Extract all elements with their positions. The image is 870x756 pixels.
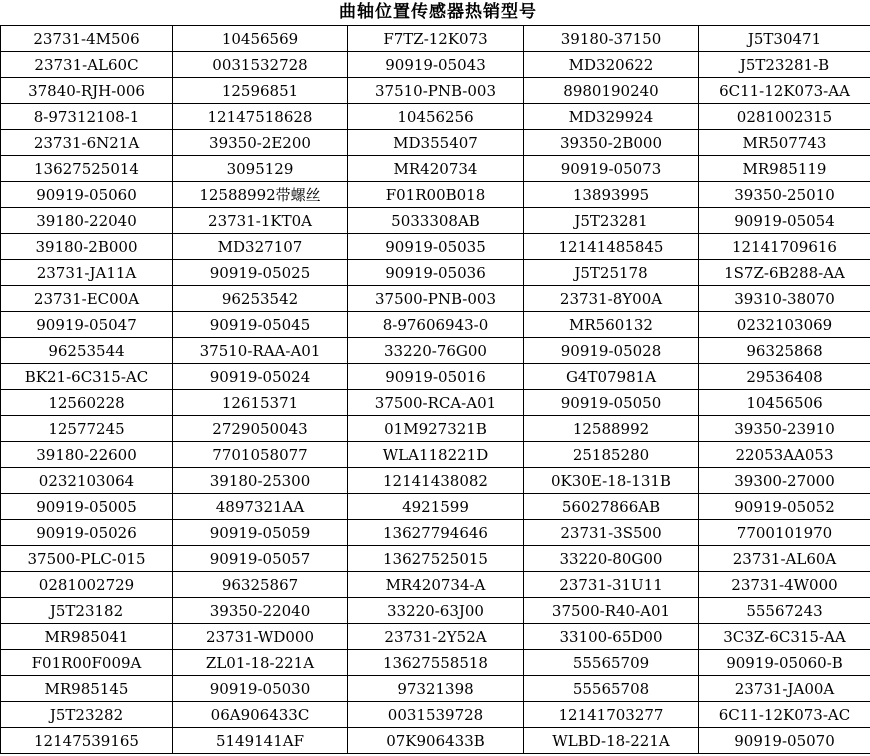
table-cell[interactable]: J5T23281-B (699, 52, 870, 78)
table-cell[interactable]: 90919-05005 (1, 494, 173, 520)
table-cell[interactable]: 12577245 (1, 416, 173, 442)
table-cell[interactable]: 90919-05059 (173, 520, 348, 546)
table-cell[interactable]: J5T23182 (1, 598, 173, 624)
table-cell[interactable]: 37500-RCA-A01 (348, 390, 524, 416)
table-cell[interactable]: 37510-PNB-003 (348, 78, 524, 104)
table-cell[interactable]: 90919-05060-B (699, 650, 870, 676)
table-cell[interactable]: 5033308AB (348, 208, 524, 234)
table-row (1, 728, 870, 754)
table-cell[interactable]: J5T30471 (699, 26, 870, 52)
table-cell[interactable]: 56027866AB (524, 494, 699, 520)
table-cell[interactable]: F01R00B018 (348, 182, 524, 208)
table-row (1, 520, 870, 546)
table-cell[interactable]: 55565708 (524, 676, 699, 702)
table-cell[interactable]: 39180-22040 (1, 208, 173, 234)
table-cell[interactable]: 23731-JA11A (1, 260, 173, 286)
table-row (1, 130, 870, 156)
table-cell[interactable]: 23731-8Y00A (524, 286, 699, 312)
table-cell[interactable]: 37500-PLC-015 (1, 546, 173, 572)
table-cell[interactable]: MR985145 (1, 676, 173, 702)
table-cell[interactable]: 06A906433C (173, 702, 348, 728)
table-cell[interactable]: 2729050043 (173, 416, 348, 442)
table-cell[interactable]: MR560132 (524, 312, 699, 338)
table-cell[interactable]: 7700101970 (699, 520, 870, 546)
table-cell[interactable]: 13627794646 (348, 520, 524, 546)
table-cell[interactable]: MD320622 (524, 52, 699, 78)
table-cell[interactable]: MD355407 (348, 130, 524, 156)
table-cell[interactable]: 0232103069 (699, 312, 870, 338)
table-cell[interactable]: 39180-25300 (173, 468, 348, 494)
table-cell[interactable]: 96253544 (1, 338, 173, 364)
table-cell[interactable]: 37840-RJH-006 (1, 78, 173, 104)
table-cell[interactable]: 23731-4M506 (1, 26, 173, 52)
table-cell[interactable]: 90919-05028 (524, 338, 699, 364)
table-cell[interactable]: 0281002315 (699, 104, 870, 130)
table-cell[interactable]: 0281002729 (1, 572, 173, 598)
table-cell[interactable]: 90919-05050 (524, 390, 699, 416)
table-cell[interactable]: MR985041 (1, 624, 173, 650)
table-cell[interactable]: 6C11-12K073-AA (699, 78, 870, 104)
table-cell[interactable]: 90919-05026 (1, 520, 173, 546)
table-cell[interactable]: 4921599 (348, 494, 524, 520)
table-cell[interactable]: 23731-WD000 (173, 624, 348, 650)
table-row (1, 182, 870, 208)
table-cell[interactable]: 39310-38070 (699, 286, 870, 312)
table-cell[interactable]: 12141438082 (348, 468, 524, 494)
table-cell[interactable]: 33100-65D00 (524, 624, 699, 650)
table-cell[interactable]: 3C3Z-6C315-AA (699, 624, 870, 650)
table-cell[interactable]: 22053AA053 (699, 442, 870, 468)
table-cell[interactable]: F01R00F009A (1, 650, 173, 676)
table-cell[interactable]: 7701058077 (173, 442, 348, 468)
table-cell[interactable]: 90919-05060 (1, 182, 173, 208)
table-cell[interactable]: 0031539728 (348, 702, 524, 728)
table-row (1, 598, 870, 624)
table-cell[interactable]: 23731-AL60C (1, 52, 173, 78)
table-cell[interactable]: 4897321AA (173, 494, 348, 520)
table-cell[interactable]: 39350-22040 (173, 598, 348, 624)
table-cell[interactable]: 12147518628 (173, 104, 348, 130)
table-row (1, 364, 870, 390)
table-row (1, 52, 870, 78)
table-cell[interactable]: 23731-31U11 (524, 572, 699, 598)
table-cell[interactable]: ZL01-18-221A (173, 650, 348, 676)
table-cell[interactable]: BK21-6C315-AC (1, 364, 173, 390)
table-cell[interactable]: 1S7Z-6B288-AA (699, 260, 870, 286)
table-cell[interactable]: 55565709 (524, 650, 699, 676)
table-cell[interactable]: G4T07981A (524, 364, 699, 390)
table-cell[interactable]: 23731-6N21A (1, 130, 173, 156)
table-cell[interactable]: 23731-JA00A (699, 676, 870, 702)
table-cell[interactable]: WLA118221D (348, 442, 524, 468)
table-cell[interactable]: 12588992带螺丝 (173, 182, 348, 208)
table-cell[interactable]: 07K906433B (348, 728, 524, 754)
table-row (1, 546, 870, 572)
table-cell[interactable]: 90919-05036 (348, 260, 524, 286)
table-cell[interactable]: 90919-05025 (173, 260, 348, 286)
table-row (1, 390, 870, 416)
table-cell[interactable]: 12141709616 (699, 234, 870, 260)
table-cell[interactable]: 12615371 (173, 390, 348, 416)
table-cell[interactable]: J5T25178 (524, 260, 699, 286)
table-cell[interactable]: 33220-63J00 (348, 598, 524, 624)
table-cell[interactable]: 3095129 (173, 156, 348, 182)
table-cell[interactable]: 8980190240 (524, 78, 699, 104)
table-row (1, 650, 870, 676)
table-cell[interactable]: WLBD-18-221A (524, 728, 699, 754)
table-row (1, 26, 870, 52)
table-cell[interactable]: 12147539165 (1, 728, 173, 754)
table-cell[interactable]: 39350-2E200 (173, 130, 348, 156)
table-cell[interactable]: 12141485845 (524, 234, 699, 260)
table-cell[interactable]: 25185280 (524, 442, 699, 468)
table-row (1, 416, 870, 442)
table-row (1, 494, 870, 520)
table-cell[interactable]: 13893995 (524, 182, 699, 208)
table-cell[interactable]: 90919-05030 (173, 676, 348, 702)
table-cell[interactable]: 96325867 (173, 572, 348, 598)
table-cell[interactable]: 90919-05016 (348, 364, 524, 390)
table-cell[interactable]: 90919-05047 (1, 312, 173, 338)
table-row (1, 572, 870, 598)
table-cell[interactable]: 90919-05024 (173, 364, 348, 390)
table-row (1, 468, 870, 494)
sheet-title: 曲轴位置传感器热销型号 (339, 2, 537, 22)
table-cell[interactable]: 39350-23910 (699, 416, 870, 442)
table-cell[interactable]: 90919-05052 (699, 494, 870, 520)
table-cell[interactable]: 23731-2Y52A (348, 624, 524, 650)
table-cell[interactable]: 12141703277 (524, 702, 699, 728)
table-row (1, 312, 870, 338)
table-cell[interactable]: 37510-RAA-A01 (173, 338, 348, 364)
table-cell[interactable]: 37500-R40-A01 (524, 598, 699, 624)
table-cell[interactable]: MR507743 (699, 130, 870, 156)
table-row (1, 676, 870, 702)
table-cell[interactable]: 6C11-12K073-AC (699, 702, 870, 728)
table-cell[interactable]: 13627525014 (1, 156, 173, 182)
table-body (1, 26, 870, 754)
table-row (1, 104, 870, 130)
table-row (1, 156, 870, 182)
table-cell[interactable]: 10456256 (348, 104, 524, 130)
table-cell[interactable]: 29536408 (699, 364, 870, 390)
table-cell[interactable]: 39180-2B000 (1, 234, 173, 260)
table-cell[interactable]: J5T23282 (1, 702, 173, 728)
table-cell[interactable]: J5T23281 (524, 208, 699, 234)
table-cell[interactable]: 96325868 (699, 338, 870, 364)
table-row (1, 78, 870, 104)
table-cell[interactable]: 01M927321B (348, 416, 524, 442)
table-cell[interactable]: 90919-05035 (348, 234, 524, 260)
table-row (1, 260, 870, 286)
table-cell[interactable]: 0031532728 (173, 52, 348, 78)
table-cell[interactable]: 0K30E-18-131B (524, 468, 699, 494)
table-cell[interactable]: 23731-EC00A (1, 286, 173, 312)
table-cell[interactable]: 39180-22600 (1, 442, 173, 468)
table-cell[interactable]: MD329924 (524, 104, 699, 130)
table-cell[interactable]: 13627558518 (348, 650, 524, 676)
table-cell[interactable]: 8-97606943-0 (348, 312, 524, 338)
table-cell[interactable]: 96253542 (173, 286, 348, 312)
table-row (1, 338, 870, 364)
table-cell[interactable]: 39350-2B000 (524, 130, 699, 156)
table-cell[interactable]: MR985119 (699, 156, 870, 182)
table-cell[interactable]: 37500-PNB-003 (348, 286, 524, 312)
table-cell[interactable]: 39300-27000 (699, 468, 870, 494)
table-cell[interactable]: MR420734-A (348, 572, 524, 598)
table-cell[interactable]: 39350-25010 (699, 182, 870, 208)
table-row (1, 442, 870, 468)
table-cell[interactable]: 5149141AF (173, 728, 348, 754)
table-cell[interactable]: 90919-05070 (699, 728, 870, 754)
table-cell[interactable]: 8-97312108-1 (1, 104, 173, 130)
table-cell[interactable]: 0232103064 (1, 468, 173, 494)
table-cell[interactable]: 90919-05073 (524, 156, 699, 182)
part-number-table (0, 25, 870, 754)
table-row (1, 234, 870, 260)
table-cell[interactable]: 90919-05054 (699, 208, 870, 234)
table-cell[interactable]: 23731-4W000 (699, 572, 870, 598)
table-cell[interactable]: 33220-76G00 (348, 338, 524, 364)
table-cell[interactable]: F7TZ-12K073 (348, 26, 524, 52)
table-cell[interactable]: 90919-05045 (173, 312, 348, 338)
table-cell[interactable]: 12588992 (524, 416, 699, 442)
table-row (1, 208, 870, 234)
table-cell[interactable]: 55567243 (699, 598, 870, 624)
table-cell[interactable]: 12560228 (1, 390, 173, 416)
table-cell[interactable]: 90919-05057 (173, 546, 348, 572)
table-row (1, 286, 870, 312)
table-cell[interactable]: 39180-37150 (524, 26, 699, 52)
table-cell[interactable]: MD327107 (173, 234, 348, 260)
table-cell[interactable]: 23731-3S500 (524, 520, 699, 546)
table-cell[interactable]: 23731-AL60A (699, 546, 870, 572)
table-cell[interactable]: 10456569 (173, 26, 348, 52)
table-cell[interactable]: 90919-05043 (348, 52, 524, 78)
table-cell[interactable]: MR420734 (348, 156, 524, 182)
table-cell[interactable]: 97321398 (348, 676, 524, 702)
table-cell[interactable]: 23731-1KT0A (173, 208, 348, 234)
table-cell[interactable]: 10456506 (699, 390, 870, 416)
table-row (1, 702, 870, 728)
table-cell[interactable]: 33220-80G00 (524, 546, 699, 572)
table-row (1, 624, 870, 650)
table-cell[interactable]: 13627525015 (348, 546, 524, 572)
table-cell[interactable]: 12596851 (173, 78, 348, 104)
